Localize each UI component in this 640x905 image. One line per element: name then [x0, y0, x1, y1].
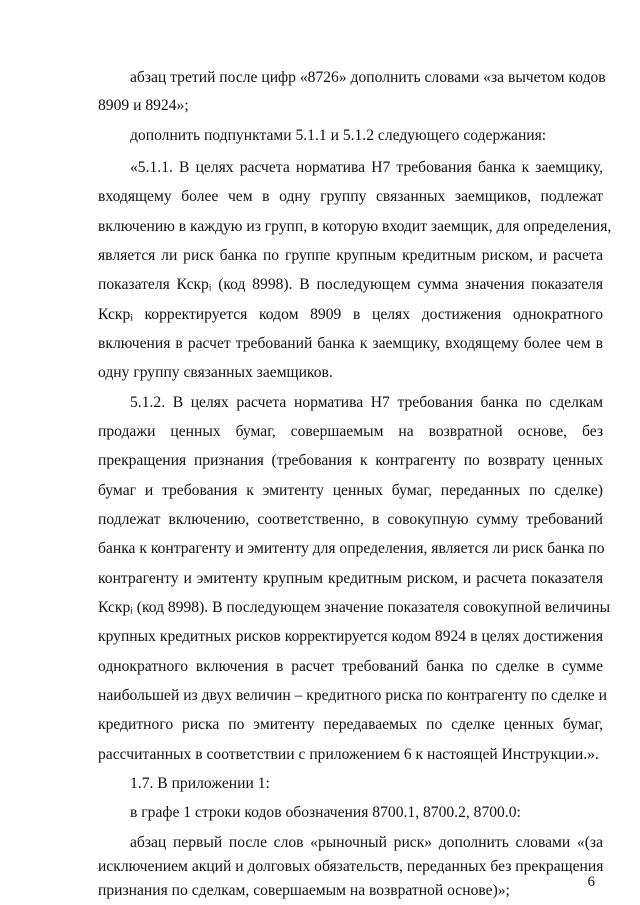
text-line: контрагенту и эмитенту крупным кредитным риском, и расчета показателя	[98, 570, 603, 587]
text-line: 8909 и 8924»;	[98, 97, 189, 114]
text-line: является ли риск банка по группе крупным кредитным риском, и расчета	[98, 247, 603, 264]
text-line: прекращения признания (требования к контрагенту по возврату ценных	[98, 452, 603, 469]
text-line: в графе 1 строки кодов обозначения 8700.1, 8700.2, 8700.0:	[130, 804, 521, 821]
text-line: включению в каждую из групп, в которую входит заемщик, для определения,	[98, 218, 612, 235]
text-line: одну группу связанных заемщиков.	[98, 364, 333, 381]
text-line: Кскрᵢ корректируется кодом 8909 в целях достижения однократного	[98, 306, 603, 323]
text-line: рассчитанных в соответствии с приложением 6 к настоящей Инструкции.».	[98, 746, 599, 763]
text-line: «5.1.1. В целях расчета норматива Н7 требования банка к заемщику,	[130, 159, 603, 176]
text-line: подлежат включению, соответственно, в совокупную сумму требований	[98, 511, 603, 528]
text-line: крупных кредитных рисков корректируется кодом 8924 в целях достижения	[98, 628, 603, 645]
text-line: дополнить подпунктами 5.1.1 и 5.1.2 следующего содержания:	[130, 127, 547, 144]
text-line: однократного включения в расчет требований банка по сделке в сумме	[98, 658, 603, 675]
text-line: входящему более чем в одну группу связанных заемщиков, подлежат	[98, 188, 603, 205]
text-line: показателя Кскрᵢ (код 8998). В последующем сумма значения показателя	[98, 276, 603, 293]
text-line: кредитного риска по эмитенту передаваемых по сделке ценных бумаг,	[98, 716, 603, 733]
text-line: абзац первый после слов «рыночный риск» дополнить словами «(за	[130, 834, 603, 851]
text-line: исключением акций и долговых обязательств, переданных без прекращения	[98, 858, 604, 875]
text-line: бумаг и требования к эмитенту ценных бумаг, переданных по сделке)	[98, 482, 603, 499]
text-line: 5.1.2. В целях расчета норматива Н7 требования банка по сделкам	[130, 394, 603, 411]
page-number: 6	[587, 874, 595, 890]
text-line: признания по сделкам, совершаемым на возвратной основе)»;	[98, 882, 510, 899]
text-line: Кскрᵢ (код 8998). В последующем значение показателя совокупной величины	[98, 599, 611, 616]
text-line: абзац третий после цифр «8726» дополнить словами «за вычетом кодов	[130, 69, 606, 86]
text-line: наибольшей из двух величин – кредитного риска по контрагенту по сделке и	[98, 687, 607, 704]
text-line: включения в расчет требований банка к заемщику, входящему более чем в	[98, 335, 603, 352]
text-line: банка к контрагенту и эмитенту для определения, является ли риск банка по	[98, 540, 605, 557]
text-line: 1.7. В приложении 1:	[130, 775, 270, 792]
text-line: продажи ценных бумаг, совершаемым на возвратной основе, без	[98, 423, 603, 440]
